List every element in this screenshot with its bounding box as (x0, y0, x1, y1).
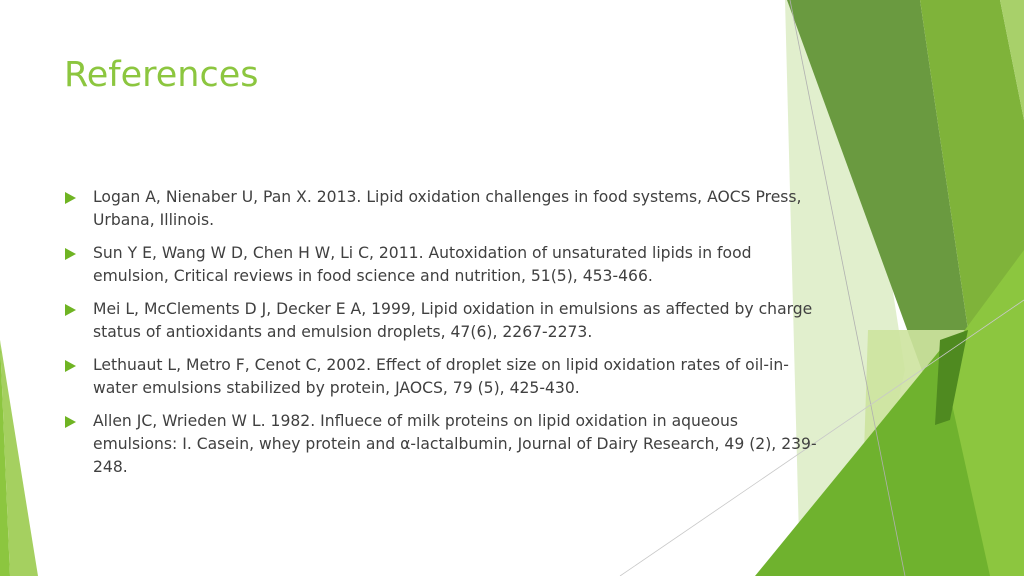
triangle-bullet-icon (65, 248, 76, 260)
reference-text: Logan A, Nienaber U, Pan X. 2013. Lipid oxidation challenges in food systems, AOCS Press, Urbana, Illinois. (93, 188, 802, 229)
reference-item (64, 242, 824, 288)
reference-text: Allen JC, Wrieden W L. 1982. Influece of milk proteins on lipid oxidation in aqueous emulsions: I. Casein, whey protein and α-lactalbumin, Journal of Dairy Research, 49 (2), 239-248. (93, 412, 817, 476)
reference-item (64, 354, 824, 400)
triangle-bullet-icon (65, 416, 76, 428)
slide-title: References (64, 55, 259, 95)
triangle-bullet-icon (65, 304, 76, 316)
reference-item (64, 186, 824, 232)
reference-text: Lethuaut L, Metro F, Cenot C, 2002. Effect of droplet size on lipid oxidation rates of oil-in-water emulsions stabilized by protein, JAOCS, 79 (5), 425-430. (93, 356, 789, 397)
reference-item (64, 410, 824, 479)
reference-text: Sun Y E, Wang W D, Chen H W, Li C, 2011. Autoxidation of unsaturated lipids in food emulsion, Critical reviews in food science and nutrition, 51(5), 453-466. (93, 244, 752, 285)
triangle-bullet-icon (65, 360, 76, 372)
reference-text: Mei L, McClements D J, Decker E A, 1999, Lipid oxidation in emulsions as affected by charge status of antioxidants and emulsion droplets, 47(6), 2267-2273. (93, 300, 813, 341)
references-list (64, 186, 824, 489)
triangle-bullet-icon (65, 192, 76, 204)
reference-item (64, 298, 824, 344)
